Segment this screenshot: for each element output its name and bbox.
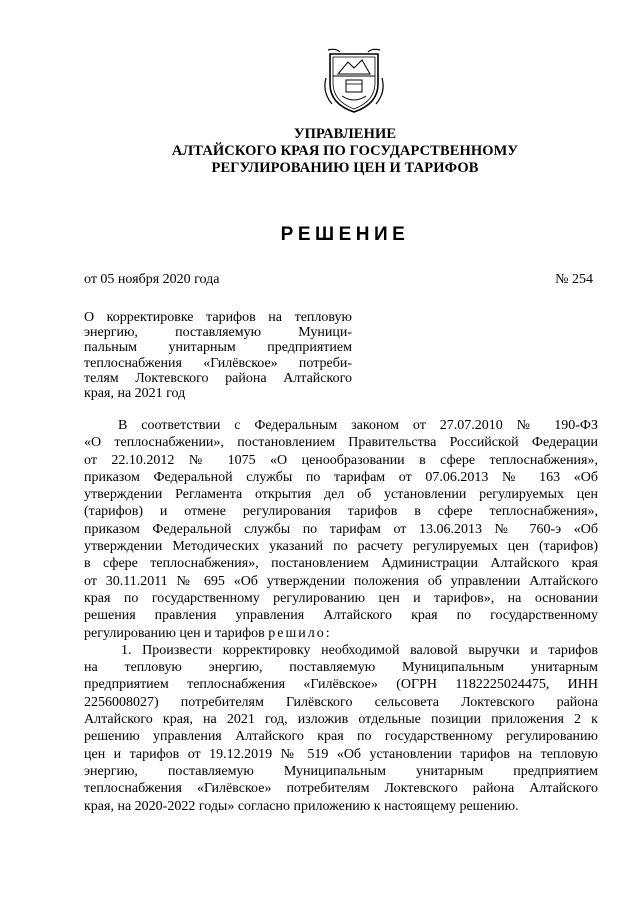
body-line: энергию, поставляемую Муниципальным унитарным предприятием — [84, 763, 598, 779]
body-line: решения правления управления Алтайского края по государственному — [84, 608, 598, 624]
subject-line: теплоснабжения «Гилёвское» потреби- — [84, 355, 352, 371]
document-number: № 254 — [555, 272, 593, 287]
resolution-prefix: регулированию цен и тарифов — [84, 625, 269, 641]
body-line: теплоснабжения «Гилёвское» потребителям Локтевского района Алтайского — [84, 781, 598, 797]
subject-line: пальным унитарным предприятием — [84, 340, 352, 356]
body-line: предприятием теплоснабжения «Гилёвское» (ОГРН 1182225024475, ИНН — [84, 677, 598, 693]
subject-line: телям Локтевского района Алтайского — [84, 370, 352, 386]
body-line: Алтайского края, на 2021 год, изложив отдельные позиции приложения 2 к — [84, 712, 598, 728]
body-line: (тарифов) и отмене регулирования тарифов в сфере теплоснабжения», — [84, 504, 598, 520]
document-date: от 05 ноября 2020 года — [84, 272, 220, 287]
body-line: решению управления Алтайского края по государственному регулированию — [84, 729, 598, 745]
body-line: В соответствии с Федеральным законом от 27.07.2010 № 190-ФЗ — [118, 418, 598, 433]
body-line: от 22.10.2012 № 1075 «О ценообразовании в сфере теплоснабжения», — [84, 452, 598, 468]
body-line: приказом Федеральной службы по тарифам от 13.06.2013 № 760-э «Об — [84, 521, 598, 537]
resolved-word: решило — [268, 625, 326, 641]
document-type-title: РЕШЕНИЕ — [280, 224, 410, 245]
organization-name — [100, 126, 590, 177]
body-line: от 30.11.2011 № 695 «Об утверждении положения об управлении Алтайского — [84, 573, 598, 589]
body-line: «О теплоснабжении», постановлением Правительства Российской Федерации — [84, 435, 598, 451]
org-line-3: РЕГУЛИРОВАНИЮ ЦЕН И ТАРИФОВ — [211, 160, 479, 176]
coat-of-arms-emblem — [322, 48, 386, 114]
body-line: цен и тарифов от 19.12.2019 № 519 «Об установлении тарифов на тепловую — [84, 746, 598, 762]
body-line: утверждении Регламента открытия дел об установлении регулируемых цен — [84, 487, 598, 503]
body-line: края, на 2020-2022 годы» согласно приложению к настоящему решению. — [84, 798, 519, 814]
body-line: на тепловую энергию, поставляемую Муниципальным унитарным — [84, 660, 598, 676]
body-line: 2256008027) потребителям Гилёвского сельсовета Локтевского района — [84, 694, 598, 710]
resolution-colon: : — [325, 625, 330, 641]
subject-line: энергию, поставляемую Муници- — [84, 325, 352, 341]
body-line: в сфере теплоснабжения», постановлением Администрации Алтайского края — [84, 556, 598, 572]
body-line-resolution — [84, 625, 598, 642]
body-line: края по государственному регулированию цен и тарифов», на основании — [84, 590, 598, 606]
body-line: приказом Федеральной службы по тарифам от 07.06.2013 № 163 «Об — [84, 469, 598, 485]
org-line-1: УПРАВЛЕНИЕ — [293, 126, 397, 142]
document-body — [84, 417, 598, 815]
org-line-2: АЛТАЙСКОГО КРАЯ ПО ГОСУДАРСТВЕННОМУ — [171, 143, 519, 159]
document-subject — [84, 310, 352, 401]
body-line: 1. Произвести корректировку необходимой валовой выручки и тарифов — [121, 642, 598, 658]
body-line: утверждении Методических указаний по расчету регулируемых цен (тарифов) — [84, 539, 598, 555]
subject-line: О корректировке тарифов на тепловую — [84, 310, 352, 325]
subject-line: края, на 2021 год — [84, 386, 186, 402]
